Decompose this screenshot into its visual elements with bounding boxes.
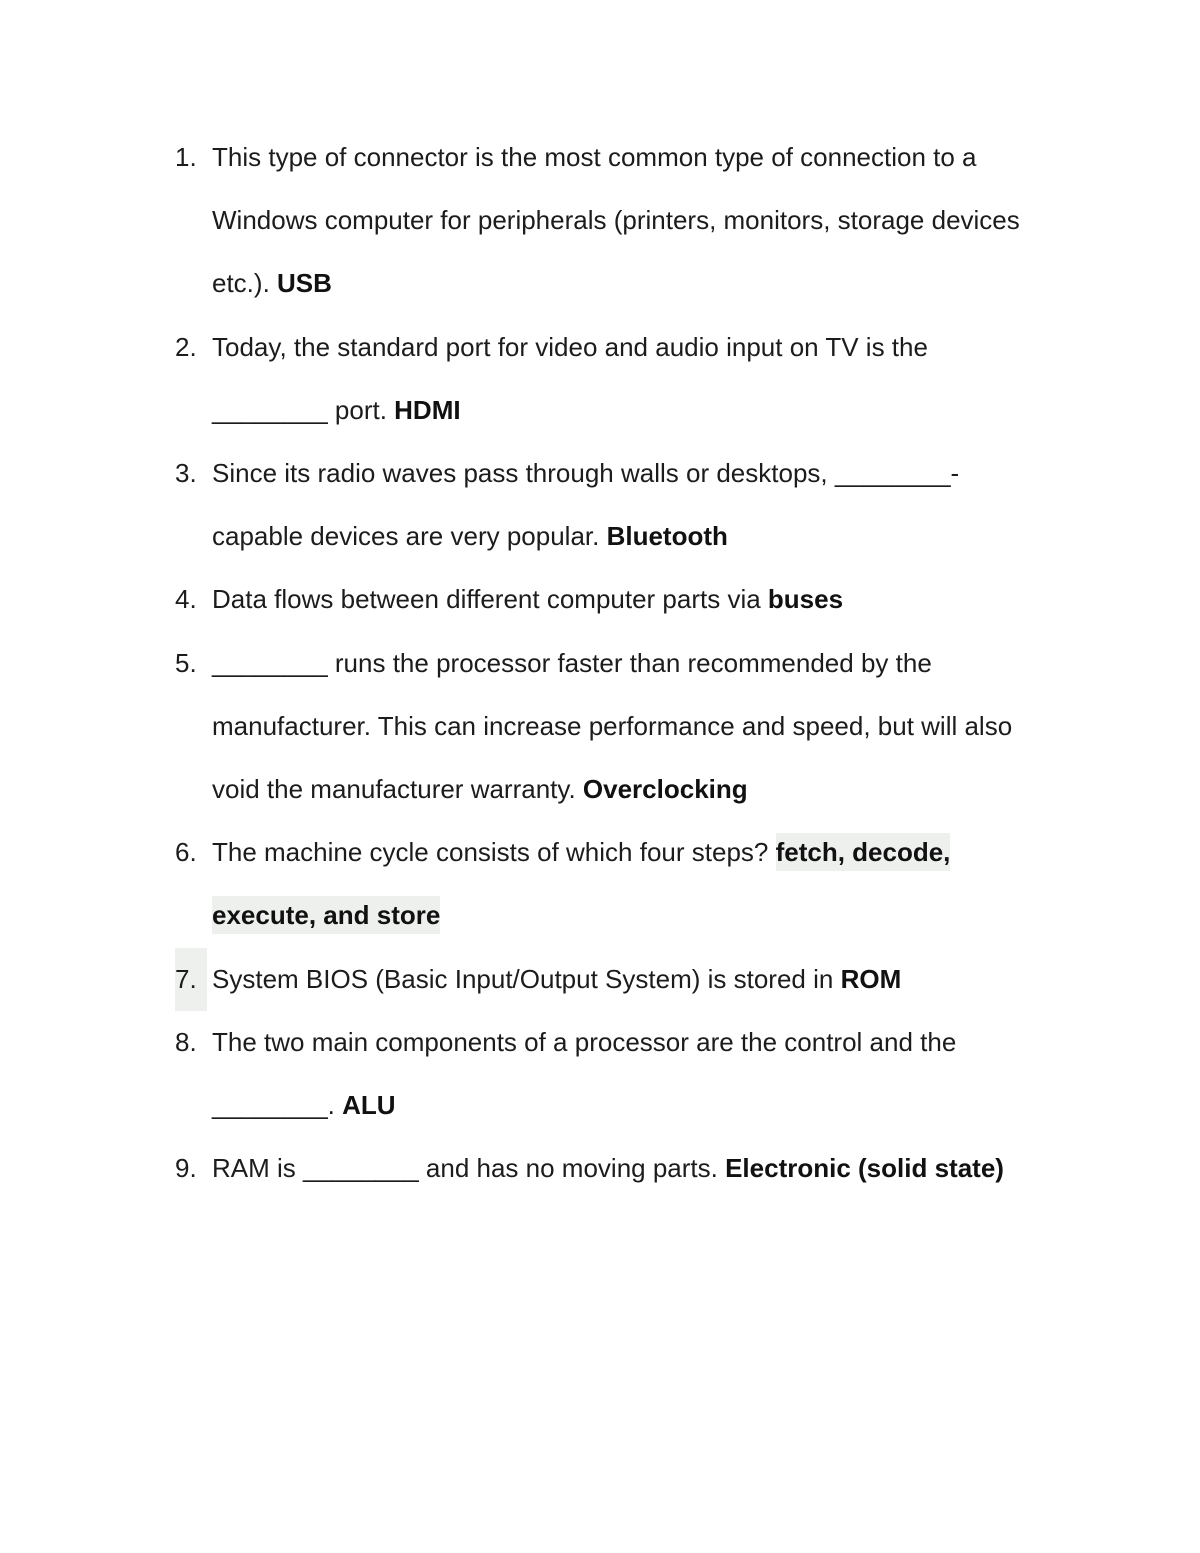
answer-text: ALU: [342, 1090, 396, 1121]
answer-text: USB: [277, 268, 332, 299]
question-text: Today, the standard port for video and audio input on TV is the ________ port.: [212, 331, 928, 425]
question-text: The two main components of a processor are the control and the ________.: [212, 1026, 957, 1121]
answer-text: Overclocking: [582, 774, 748, 805]
answer-text: Bluetooth: [606, 521, 728, 552]
question-item: [175, 126, 1045, 316]
question-text: System BIOS (Basic Input/Output System) is stored in: [212, 963, 841, 994]
question-number: 4.: [175, 584, 197, 615]
question-text: ________ runs the processor faster than recommended by the manufacturer. This can increase performance and speed, but will also void the manufacturer warranty.: [212, 647, 1013, 805]
question-number: 1.: [175, 142, 197, 172]
question-number: 8.: [175, 1026, 197, 1057]
question-item: [175, 1011, 1045, 1137]
question-number: 7.: [175, 948, 207, 1011]
question-number: 2.: [175, 331, 197, 362]
question-list: [175, 126, 1045, 1200]
question-number: 3.: [175, 458, 197, 489]
answer-text: Electronic (solid state): [725, 1153, 1004, 1184]
question-item: [175, 632, 1045, 822]
question-text: Data flows between different computer parts via: [212, 584, 768, 615]
question-item: [175, 316, 1045, 442]
question-item: [175, 568, 1045, 631]
question-number: 5.: [175, 647, 197, 678]
question-number: 9.: [175, 1153, 197, 1184]
answer-text: fetch, decode, execute, and store: [212, 833, 950, 934]
question-text: The machine cycle consists of which four steps?: [212, 837, 776, 868]
question-text: RAM is ________ and has no moving parts.: [212, 1153, 726, 1184]
question-text: This type of connector is the most common type of connection to a Windows computer for peripherals (printers, monitors, storage devices etc.).: [212, 142, 1020, 299]
question-item: [175, 821, 1045, 947]
question-text: Since its radio waves pass through walls or desktops, ________-capable devices are very popular.: [212, 458, 960, 552]
answer-text: HDMI: [394, 394, 461, 425]
question-item: [175, 442, 1045, 568]
question-item: [175, 948, 1045, 1011]
answer-text: buses: [767, 584, 844, 615]
question-number: 6.: [175, 837, 197, 868]
answer-text: ROM: [840, 963, 902, 994]
question-item: [175, 1137, 1045, 1200]
